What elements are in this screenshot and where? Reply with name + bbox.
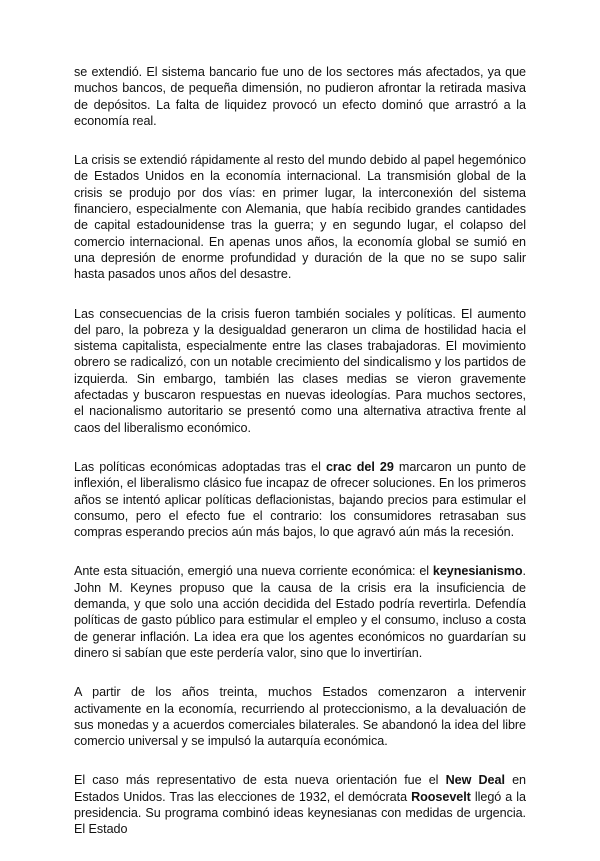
paragraph-social-political-consequences	[74, 306, 526, 436]
text-run: A partir de los años treinta, muchos Estados comenzaron a intervenir activamente en la economía, recurriendo al proteccionismo, a la devaluación de sus monedas y a acuerdos comerciales bilaterales. Se abandonó la idea del libre comercio universal y se impulsó la autarquía económica.	[74, 685, 526, 749]
paragraph-state-intervention	[74, 684, 526, 749]
bold-term-crac-del-29: crac del 29	[325, 459, 394, 474]
document-page	[74, 64, 526, 861]
bold-term-roosevelt: Roosevelt	[411, 789, 471, 804]
text-run: llegó a la presidencia. Su programa combinó ideas keynesianas con medidas de urgencia. El Estado	[74, 789, 526, 837]
paragraph-new-deal	[74, 772, 526, 837]
paragraph-global-spread	[74, 152, 526, 282]
text-run: en Estados Unidos. Tras las elecciones de 1932, el demócrata	[74, 773, 526, 804]
text-run: marcaron un punto de inflexión, el liberalismo clásico fue incapaz de ofrecer soluciones. En los primeros años se intentó aplicar políticas deflacionistas, bajando precios para estimular el consumo, pero el efecto fue el contrario: los consumidores retrasaban sus compras esperando precios aún más bajos, lo que agravó aún más la recesión.	[74, 459, 526, 540]
text-run: Las políticas económicas adoptadas tras el	[74, 459, 326, 474]
text-run: Las consecuencias de la crisis fueron también sociales y políticas. El aumento del paro, la pobreza y la desigualdad generaron un clima de hostilidad hacia el sistema capitalista, especialmente entre las clases trabajadoras. El movimiento obrero se radicalizó, con un notable crecimiento del sindicalismo y los partidos de izquierda. Sin embargo, también las clases medias se vieron gravemente afectadas y buscaron respuestas en nuevas ideologías. Para muchos sectores, el nacionalismo autoritario se presentó como una alternativa atractiva frente al caos del liberalismo económico.	[74, 306, 526, 435]
text-run: La crisis se extendió rápidamente al resto del mundo debido al papel hegemónico de Estados Unidos en la economía internacional. La transmisión global de la crisis se produjo por dos vías: en primer lugar, la interconexión del sistema financiero, especialmente con Alemania, que había recibido grandes cantidades de capital estadounidense tras la guerra; y en segundo lugar, el colapso del comercio internacional. En apenas unos años, la economía global se sumió en una depresión de enorme profundidad y duración de la que no se supo salir hasta pasados unos años del desastre.	[74, 153, 526, 282]
text-run: Ante esta situación, emergió una nueva corriente económica: el	[74, 564, 433, 579]
text-run: se extendió. El sistema bancario fue uno de los sectores más afectados, ya que muchos bancos, de pequeña dimensión, no pudieron afrontar la retirada masiva de depósitos. La falta de liquidez provocó un efecto dominó que arrastró a la economía real.	[74, 65, 526, 128]
paragraph-banking-crisis	[74, 64, 526, 129]
text-run: El caso más representativo de esta nueva orientación fue el	[74, 773, 446, 788]
paragraph-economic-policies	[74, 459, 526, 540]
text-run: . John M. Keynes propuso que la causa de la crisis era la insuficiencia de demanda, y que solo una acción decidida del Estado podría revertirla. Defendía políticas de gasto público para estimular el empleo y el consumo, incluso a costa de generar inflación. La idea era que los agentes económicos no guardarían su dinero si sabían que este perdería valor, sino que lo invertirían.	[74, 564, 526, 660]
bold-term-new-deal: New Deal	[445, 773, 505, 788]
paragraph-keynesianism	[74, 563, 526, 661]
bold-term-keynesianismo: keynesianismo	[432, 564, 523, 579]
